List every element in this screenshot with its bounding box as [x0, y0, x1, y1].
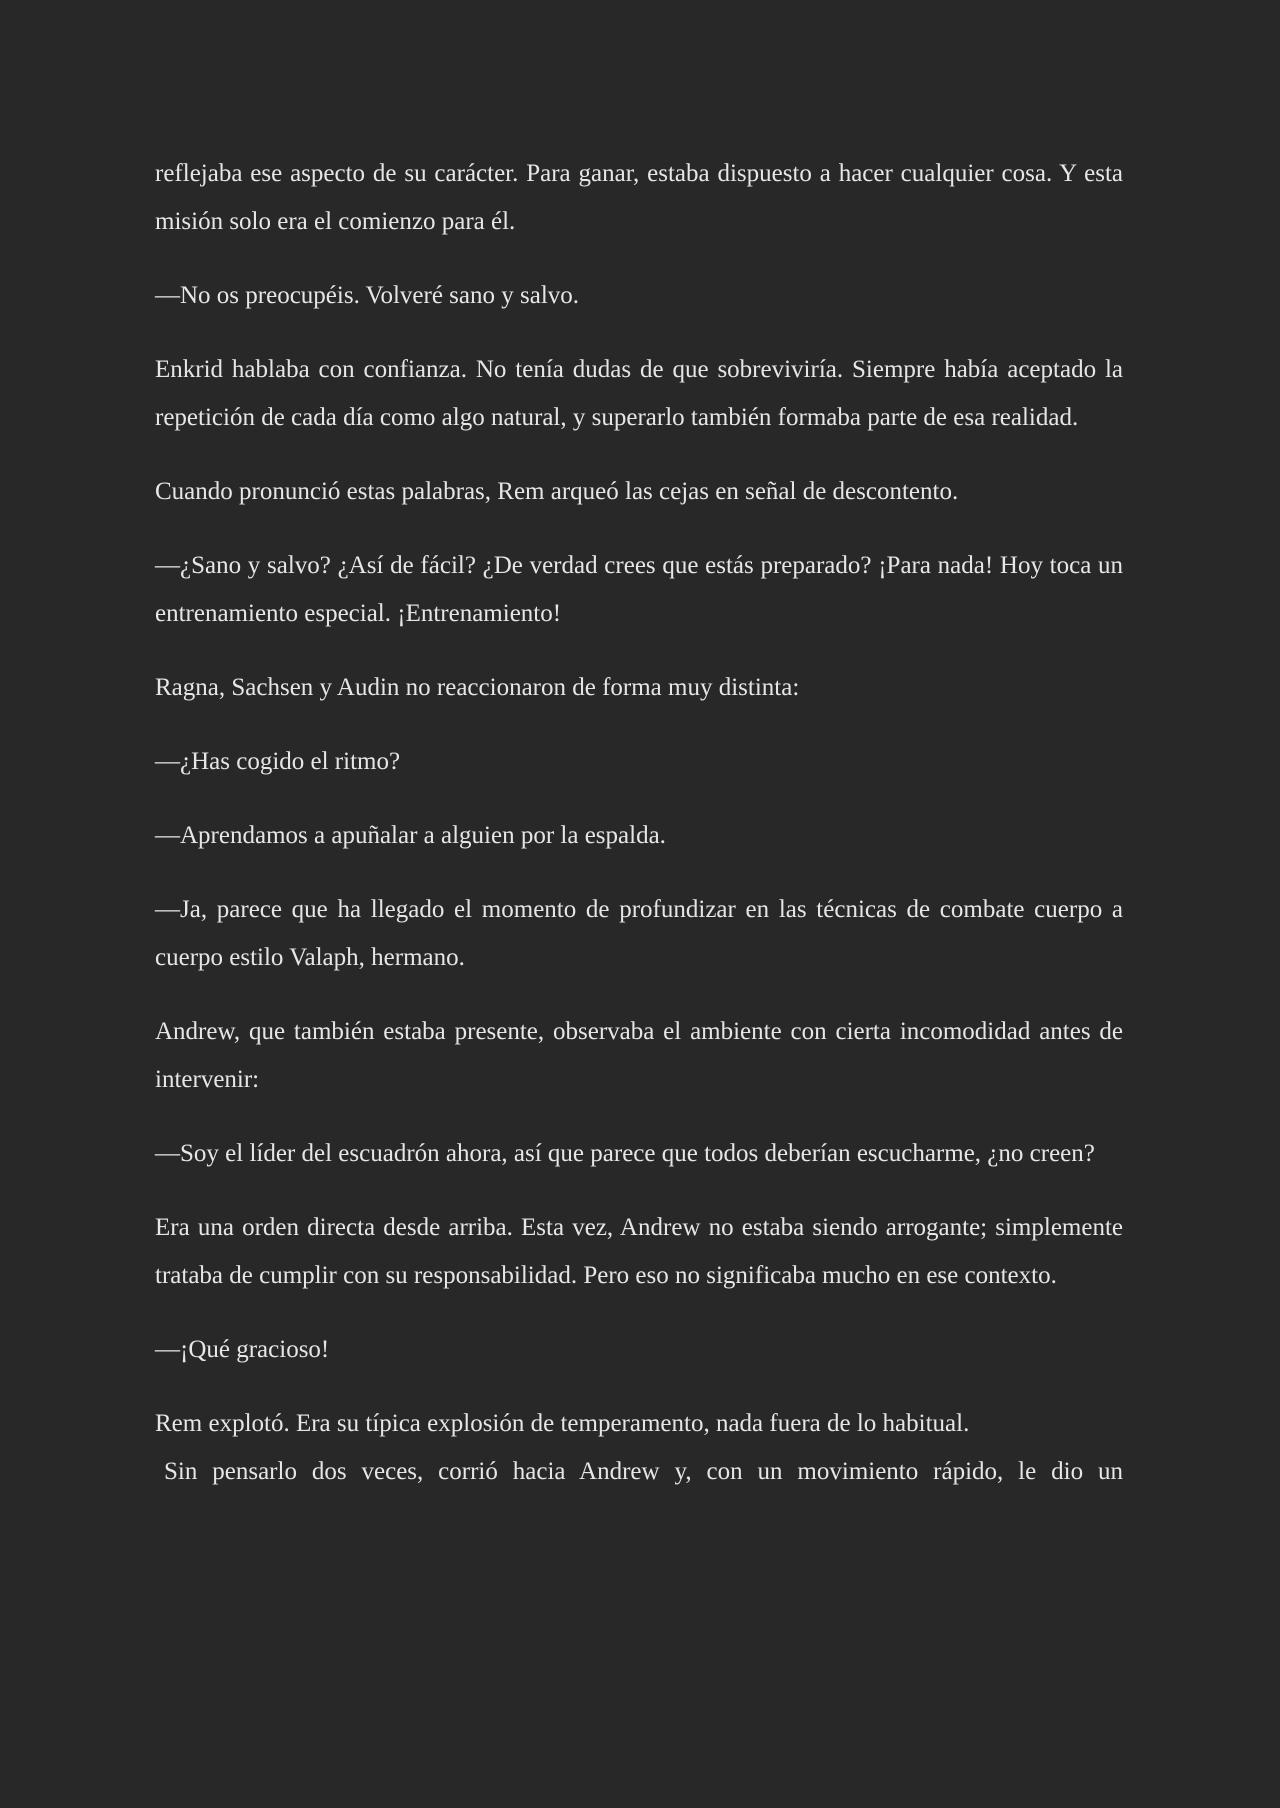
paragraph: —Aprendamos a apuñalar a alguien por la espalda. [155, 822, 666, 849]
paragraph: —Ja, parece que ha llegado el momento de profundizar en las técnicas de combate cuerpo a cuerpo estilo Valaph, hermano. [155, 896, 1123, 971]
paragraph: —No os preocupéis. Volveré sano y salvo. [155, 282, 580, 309]
page-text [155, 150, 1123, 1496]
paragraph: Enkrid hablaba con confianza. No tenía dudas de que sobreviviría. Siempre había aceptado la repetición de cada día como algo natural, y superarlo también formaba parte de esa realidad. [155, 356, 1123, 431]
paragraph: Sin pensarlo dos veces, corrió hacia Andrew y, con un movimiento rápido, le dio un [164, 1458, 1123, 1485]
paragraph: Ragna, Sachsen y Audin no reaccionaron de forma muy distinta: [155, 674, 800, 701]
paragraph: —Soy el líder del escuadrón ahora, así que parece que todos deberían escucharme, ¿no creen? [155, 1140, 1095, 1167]
paragraph: —¿Has cogido el ritmo? [155, 748, 401, 775]
paragraph: reflejaba ese aspecto de su carácter. Para ganar, estaba dispuesto a hacer cualquier cosa. Y esta misión solo era el comienzo para él. [155, 160, 1123, 235]
paragraph: —¡Qué gracioso! [155, 1336, 330, 1363]
paragraph: Rem explotó. Era su típica explosión de temperamento, nada fuera de lo habitual. [155, 1410, 970, 1437]
paragraph: Andrew, que también estaba presente, observaba el ambiente con cierta incomodidad antes de intervenir: [155, 1018, 1123, 1093]
paragraph: Era una orden directa desde arriba. Esta vez, Andrew no estaba siendo arrogante; simplemente trataba de cumplir con su responsabilidad. Pero eso no significaba mucho en ese contexto. [155, 1214, 1123, 1289]
paragraph: Cuando pronunció estas palabras, Rem arqueó las cejas en señal de descontento. [155, 478, 959, 505]
paragraph: —¿Sano y salvo? ¿Así de fácil? ¿De verdad crees que estás preparado? ¡Para nada! Hoy toca un entrenamiento especial. ¡Entrenamiento! [155, 552, 1123, 627]
